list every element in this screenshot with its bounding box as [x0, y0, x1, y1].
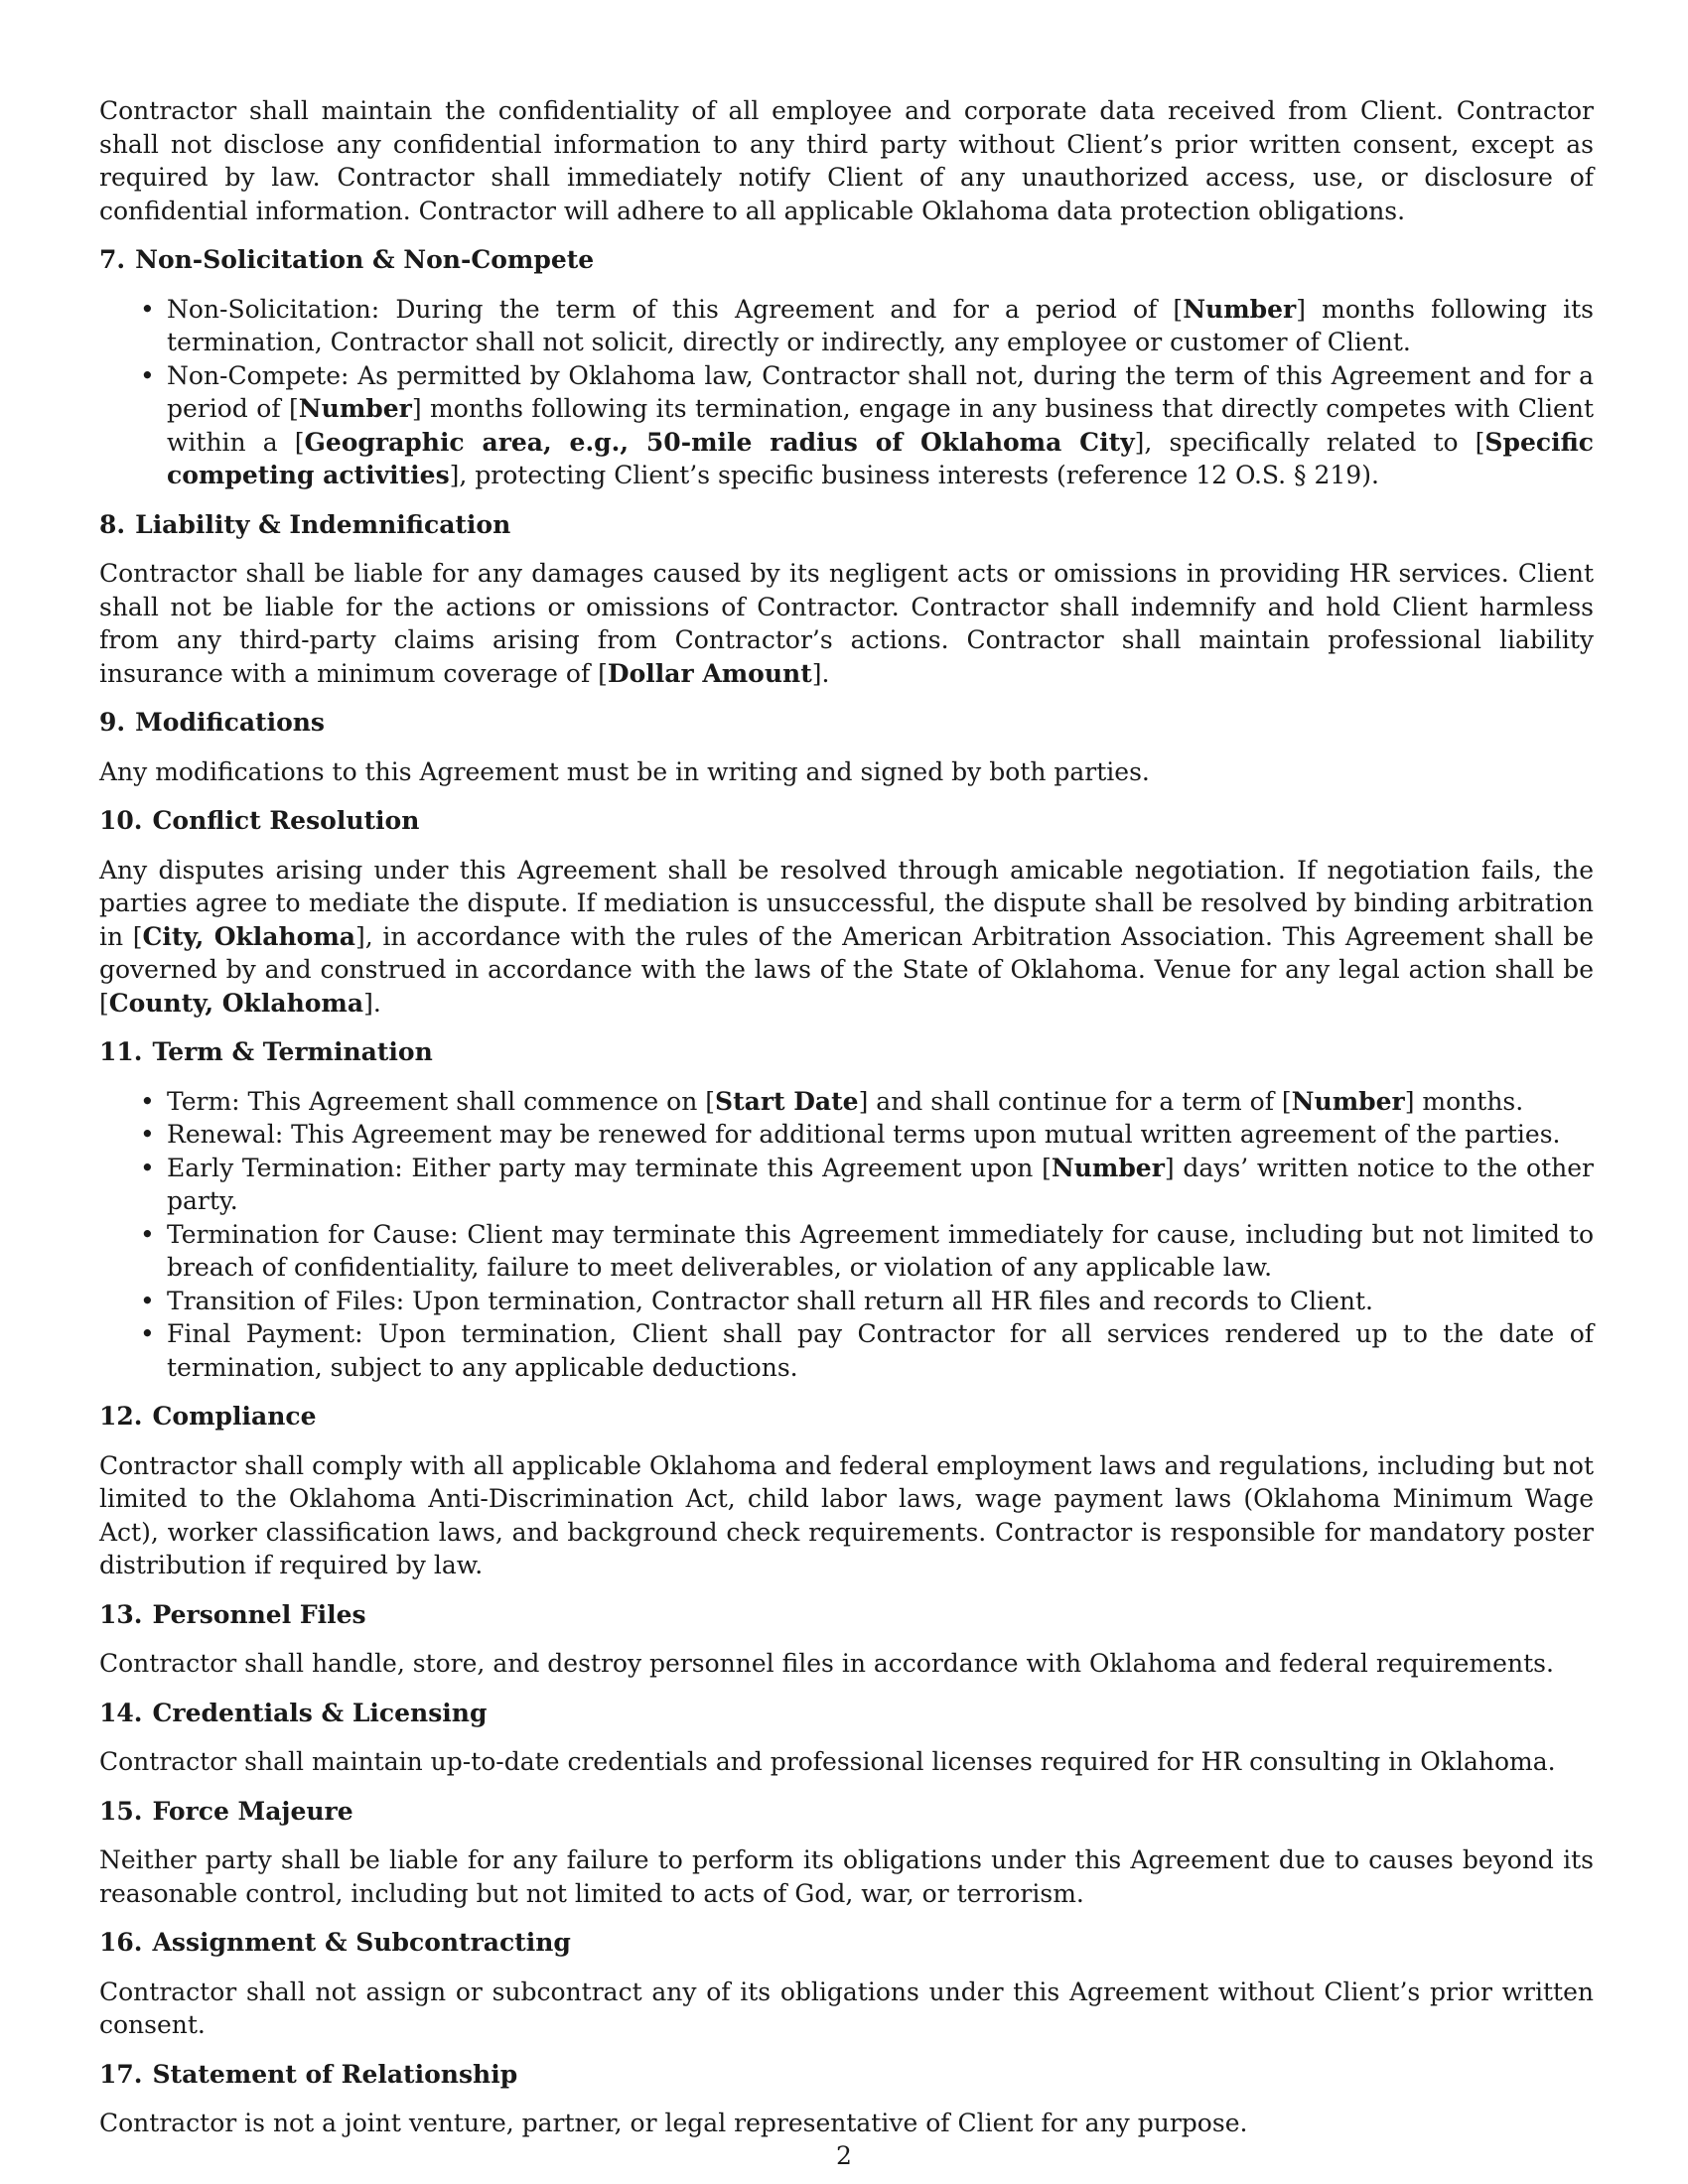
section-16-heading: 16. Assignment & Subcontracting [99, 1928, 571, 1957]
section-10-paragraph: Any disputes arising under this Agreement shall be resolved through amicable negotiation. If negotiation fails, the parties agree to mediate the dispute. If mediation is unsuccessful, the dispute shall be resolved by binding arbitration in [City, Oklahoma], in accordance with the rules of the American Arbitration Association. This Agreement shall be governed by and construed in accordance with the laws of the State of Oklahoma. Venue for any legal action shall be [County, Oklahoma]. [99, 855, 1595, 1018]
section-17-heading: 17. Statement of Relationship [99, 2059, 518, 2089]
placeholder-field: City, Oklahoma [142, 921, 356, 951]
section-14-paragraph: Contractor shall maintain up-to-date credentials and professional licenses required for HR consulting in Oklahoma. [99, 1747, 1556, 1776]
placeholder-field: Specific competing activities [167, 427, 1594, 489]
section-9-paragraph: Any modifications to this Agreement must be in writing and signed by both parties. [99, 756, 1150, 786]
section-16-paragraph: Contractor shall not assign or subcontract any of its obligations under this Agreement without Client’s prior written consent. [99, 1977, 1594, 2039]
section-13-heading: 13. Personnel Files [99, 1599, 366, 1629]
section-17-paragraph: Contractor is not a joint venture, partner, or legal representative of Client for any purpose. [99, 2109, 1248, 2137]
section-11-heading: 11. Term & Termination [99, 1037, 433, 1066]
list-item: • Non-Compete: As permitted by Oklahoma law, Contractor shall not, during the term of this Agreement and for a period of [Number] months following its termination, engage in any business that directly competes with Client within a [Geographic area, e.g., 50-mile radius of Oklahoma City], specifically related to [Specific competing activities], protecting Client’s specific business interests (reference 12 O.S. § 219). [167, 359, 1594, 492]
placeholder-field: Dollar Amount [607, 658, 812, 688]
section-13-paragraph: Contractor shall handle, store, and destroy personnel files in accordance with Oklahoma and federal requirements. [99, 1649, 1554, 1678]
list-item: • Early Termination: Either party may terminate this Agreement upon [Number] days’ written notice to the other party. [167, 1152, 1594, 1218]
section-11-list [99, 1085, 1594, 1385]
section-15-paragraph: Neither party shall be liable for any failure to perform its obligations under this Agreement due to causes beyond its reasonable control, including but not limited to acts of God, war, or terrorism. [99, 1845, 1594, 1908]
section-15-heading: 15. Force Majeure [99, 1796, 353, 1826]
section-8-paragraph: Contractor shall be liable for any damages caused by its negligent acts or omissions in providing HR services. Client shall not be liable for the actions or omissions of Contractor. Contractor shall indemnify and hold Client harmless from any third-party claims arising from Contractor’s actions. Contractor shall maintain professional liability insurance with a minimum coverage of [Dollar Amount]. [99, 559, 1594, 688]
list-item: • Non-Solicitation: During the term of this Agreement and for a period of [Number] months following its termination, Contractor shall not solicit, directly or indirectly, any employee or customer of Client. [167, 293, 1594, 359]
document-page [99, 94, 1594, 2156]
section-8-heading: 8. Liability & Indemnification [99, 509, 511, 539]
placeholder-field: Start Date [715, 1086, 859, 1116]
section-7-list [99, 293, 1594, 492]
placeholder-field: Number [1183, 294, 1297, 324]
placeholder-field: Number [298, 394, 412, 423]
section-12-heading: 12. Compliance [99, 1402, 317, 1431]
section-9-heading: 9. Modifications [99, 708, 326, 737]
section-12-paragraph: Contractor shall comply with all applicable Oklahoma and federal employment laws and regulations, including but not limited to the Oklahoma Anti-Discrimination Act, child labor laws, wage payment laws (Oklahoma Minimum Wage Act), worker classification laws, and background check requirements. Contractor is responsible for mandatory poster distribution if required by law. [99, 1450, 1594, 1579]
section-14-heading: 14. Credentials & Licensing [99, 1698, 488, 1727]
list-item: • Transition of Files: Upon termination, Contractor shall return all HR files and records to Client. [167, 1285, 1594, 1318]
list-item: • Term: This Agreement shall commence on [Start Date] and shall continue for a term of [Number] months. [167, 1085, 1594, 1119]
page-number: 2 [836, 2141, 852, 2170]
list-item: • Renewal: This Agreement may be renewed for additional terms upon mutual written agreement of the parties. [167, 1118, 1594, 1152]
list-item: • Termination for Cause: Client may terminate this Agreement immediately for cause, including but not limited to breach of confidentiality, failure to meet deliverables, or violation of any applicable law. [167, 1218, 1594, 1285]
placeholder-field: Geographic area, e.g., 50-mile radius of Oklahoma City [304, 427, 1135, 457]
placeholder-field: County, Oklahoma [108, 988, 364, 1018]
section-7-heading: 7. Non-Solicitation & Non-Compete [99, 245, 595, 274]
section-10-heading: 10. Conflict Resolution [99, 806, 420, 835]
list-item: • Final Payment: Upon termination, Client shall pay Contractor for all services rendered up to the date of termination, subject to any applicable deductions. [167, 1317, 1594, 1384]
confidentiality-paragraph: Contractor shall maintain the confidentiality of all employee and corporate data received from Client. Contractor shall not disclose any confidential information to any third party without Client’s prior written consent, except as required by law. Contractor shall immediately notify Client of any unauthorized access, use, or disclosure of confidential information. Contractor will adhere to all applicable Oklahoma data protection obligations. [99, 96, 1594, 225]
placeholder-field: Number [1051, 1153, 1165, 1182]
placeholder-field: Number [1291, 1086, 1405, 1116]
